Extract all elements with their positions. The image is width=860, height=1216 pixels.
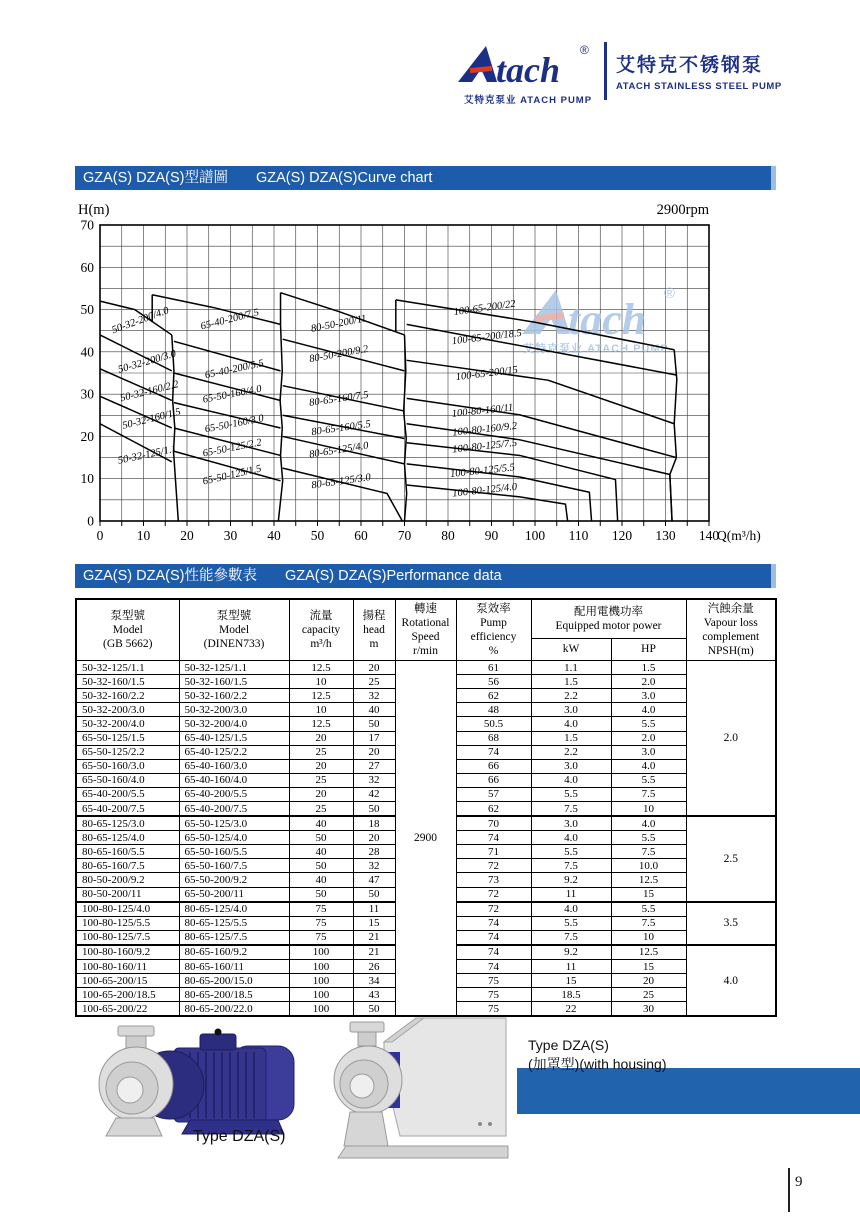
cell-model-din: 50-32-160/1.5 [179,675,289,689]
cell-model-gb: 65-50-160/4.0 [76,773,179,787]
svg-text:50: 50 [310,528,325,543]
cell-head: 42 [353,787,395,801]
cell-capacity: 40 [289,845,353,859]
cell-efficiency: 66 [456,773,531,787]
curve-label-50-32-160/1.5: 50-32-160/1.5 [121,406,182,432]
cell-efficiency: 72 [456,887,531,902]
family-boundary [172,335,179,521]
curve-label-65-50-160/4.0: 65-50-160/4.0 [201,383,263,406]
cell-head: 20 [353,661,395,675]
x-axis-title: Q(m³/h) [717,528,761,543]
curve-label-100-80-125/5.5: 100-80-125/5.5 [449,462,516,481]
col-header-efficiency: 泵效率 Pump efficiency % [456,599,531,661]
page-number-rule [788,1168,790,1212]
cell-capacity: 40 [289,816,353,831]
curve-100-80-160/11 [407,398,677,457]
cell-capacity: 25 [289,745,353,759]
cell-hp: 30 [611,1002,686,1017]
svg-text:艾特克泵业 ATACH PUMP: 艾特克泵业 ATACH PUMP [523,343,669,355]
cell-head: 18 [353,816,395,831]
cell-efficiency: 74 [456,745,531,759]
svg-text:70: 70 [397,528,412,543]
cell-head: 32 [353,689,395,703]
cell-efficiency: 74 [456,960,531,974]
cell-kw: 7.5 [531,859,611,873]
cell-efficiency: 56 [456,675,531,689]
cell-model-gb: 80-65-160/5.5 [76,845,179,859]
svg-text:20: 20 [80,428,94,444]
cell-capacity: 25 [289,802,353,817]
cell-hp: 2.0 [611,675,686,689]
motor-knob [215,1029,222,1036]
cell-capacity: 100 [289,1002,353,1017]
cell-npsh: 2.0 [686,661,776,817]
cell-kw: 11 [531,960,611,974]
cell-kw: 2.2 [531,745,611,759]
cell-kw: 7.5 [531,802,611,817]
cell-head: 32 [353,773,395,787]
cell-kw: 9.2 [531,873,611,887]
cell-model-gb: 100-65-200/22 [76,1002,179,1017]
cell-kw: 18.5 [531,988,611,1002]
cell-hp: 7.5 [611,916,686,930]
svg-text:100: 100 [524,528,546,543]
cell-head: 20 [353,745,395,759]
svg-text:70: 70 [80,217,94,233]
cell-efficiency: 68 [456,731,531,745]
svg-text:110: 110 [568,528,589,543]
watermark-logo [522,285,675,355]
cell-model-gb: 50-32-200/3.0 [76,703,179,717]
section1-title-cn: GZA(S) DZA(S)型譜圖 [83,170,228,186]
svg-text:®: ® [664,285,676,302]
cell-model-din: 65-50-160/5.5 [179,845,289,859]
cell-capacity: 20 [289,787,353,801]
curve-label-100-80-125/4.0: 100-80-125/4.0 [451,481,518,500]
cell-model-gb: 65-50-125/1.5 [76,731,179,745]
cell-model-din: 50-32-125/1.1 [179,661,289,675]
cell-hp: 5.5 [611,773,686,787]
left-pump-caption: Type DZA(S) [193,1128,286,1145]
cell-head: 34 [353,974,395,988]
cell-npsh: 2.5 [686,816,776,902]
cell-head: 50 [353,887,395,902]
svg-text:60: 60 [354,528,368,543]
cell-hp: 25 [611,988,686,1002]
logo-en-name: ATACH STAINLESS STEEL PUMP [616,81,782,92]
cell-model-din: 80-65-160/11 [179,960,289,974]
pump-support-bracket [106,1118,162,1136]
chart-grid [100,225,709,521]
curve-label-80-65-160/7.5: 80-65-160/7.5 [308,389,370,409]
col-header-head: 揚程 head m [353,599,395,661]
cell-capacity: 100 [289,974,353,988]
cell-hp: 4.0 [611,816,686,831]
pump-photo-bare [82,1018,317,1140]
svg-text:30: 30 [80,386,94,402]
cell-efficiency: 66 [456,759,531,773]
cell-hp: 3.0 [611,745,686,759]
cell-model-din: 50-32-200/3.0 [179,703,289,717]
cell-capacity: 100 [289,945,353,960]
cell-model-gb: 65-40-200/7.5 [76,802,179,817]
cell-kw: 1.1 [531,661,611,675]
cell-capacity: 20 [289,731,353,745]
logo-tagline: 艾特克泵业 ATACH PUMP [464,95,593,106]
cell-head: 40 [353,703,395,717]
rpm-label: 2900rpm [656,202,709,218]
cell-model-din: 65-40-200/7.5 [179,802,289,817]
cell-model-gb: 65-50-160/3.0 [76,759,179,773]
cell-efficiency: 48 [456,703,531,717]
company-logo [452,40,782,110]
cell-hp: 5.5 [611,831,686,845]
family-boundary [670,350,677,521]
svg-text:140: 140 [698,528,720,543]
right-pump-caption-line2: (加罩型)(with housing) [528,1056,667,1072]
cell-model-gb: 50-32-125/1.1 [76,661,179,675]
cell-capacity: 75 [289,930,353,945]
cell-model-din: 50-32-160/2.2 [179,689,289,703]
cell-efficiency: 57 [456,787,531,801]
cell-model-din: 65-40-125/2.2 [179,745,289,759]
cell-efficiency: 71 [456,845,531,859]
col-header-model-din: 泵型號 Model (DINEN733) [179,599,289,661]
cell-model-gb: 65-40-200/5.5 [76,787,179,801]
svg-text:tach: tach [568,295,647,344]
cell-capacity: 75 [289,902,353,917]
logo-cn-name: 艾特克不锈钢泵 [616,55,764,76]
y-axis-title: H(m) [78,202,110,218]
cell-model-din: 65-50-200/9.2 [179,873,289,887]
cell-model-gb: 100-80-160/9.2 [76,945,179,960]
cell-capacity: 12.5 [289,717,353,731]
cell-efficiency: 73 [456,873,531,887]
cell-capacity: 20 [289,759,353,773]
cell-model-gb: 80-50-200/9.2 [76,873,179,887]
cell-hp: 12.5 [611,873,686,887]
logo-brand-block [452,40,602,106]
cell-efficiency: 75 [456,974,531,988]
curve-label-65-40-200/5.5: 65-40-200/5.5 [203,358,265,382]
cell-efficiency: 74 [456,916,531,930]
cell-model-din: 65-40-160/4.0 [179,773,289,787]
cell-model-gb: 100-65-200/15 [76,974,179,988]
cell-kw: 3.0 [531,816,611,831]
cell-capacity: 75 [289,916,353,930]
cell-capacity: 50 [289,887,353,902]
cell-efficiency: 50.5 [456,717,531,731]
pump-curve-chart [0,198,860,553]
section2-title-en: GZA(S) DZA(S)Performance data [285,568,502,584]
cell-model-din: 65-40-200/5.5 [179,787,289,801]
cell-efficiency: 74 [456,831,531,845]
cell-capacity: 50 [289,859,353,873]
cell-model-gb: 100-80-125/5.5 [76,916,179,930]
curve-label-50-32-200/4.0: 50-32-200/4.0 [110,305,171,337]
cell-kw: 4.0 [531,773,611,787]
cell-head: 15 [353,916,395,930]
cell-head: 21 [353,930,395,945]
brand-mark [452,40,602,86]
cell-hp: 4.0 [611,759,686,773]
x-axis-tick-labels [97,528,761,543]
section-title-curve-chart [75,166,776,190]
svg-text:80: 80 [441,528,455,543]
cell-model-din: 65-50-200/11 [179,887,289,902]
pump-photo-housed [320,1006,530,1168]
cell-npsh: 3.5 [686,902,776,945]
cell-head: 43 [353,988,395,1002]
family-boundary [278,324,282,521]
cell-model-din: 80-65-125/4.0 [179,902,289,917]
cell-capacity: 100 [289,960,353,974]
cell-kw: 1.5 [531,731,611,745]
svg-text:120: 120 [611,528,633,543]
curve-100-65-200/15 [407,360,675,423]
col-header-speed: 轉速 Rotational Speed r/min [395,599,456,661]
cell-model-gb: 50-32-200/4.0 [76,717,179,731]
cell-head: 11 [353,902,395,917]
cell-hp: 12.5 [611,945,686,960]
cell-head: 32 [353,859,395,873]
svg-text:90: 90 [484,528,499,543]
cell-kw: 11 [531,887,611,902]
curve-label-100-65-200/18.5: 100-65-200/18.5 [451,327,523,348]
cell-model-din: 80-65-200/22.0 [179,1002,289,1017]
cell-hp: 1.5 [611,661,686,675]
section2-title-cn: GZA(S) DZA(S)性能參數表 [83,568,257,584]
cell-hp: 5.5 [611,717,686,731]
svg-text:10: 10 [136,528,151,543]
cell-efficiency: 62 [456,689,531,703]
cell-model-din: 65-50-125/4.0 [179,831,289,845]
discharge-flange [118,1026,154,1036]
cell-head: 50 [353,717,395,731]
curve-label-65-50-160/3.0: 65-50-160/3.0 [203,413,265,436]
curve-label-100-80-125/7.5: 100-80-125/7.5 [451,437,518,456]
cell-capacity: 10 [289,703,353,717]
curve-100-80-160/9.2 [407,424,672,521]
cell-kw: 9.2 [531,945,611,960]
cell-capacity: 12.5 [289,689,353,703]
cell-capacity: 10 [289,675,353,689]
curve-label-65-40-200/7.5: 65-40-200/7.5 [199,307,261,333]
cell-model-din: 65-40-125/1.5 [179,731,289,745]
cell-head: 26 [353,960,395,974]
cell-kw: 15 [531,974,611,988]
motor-terminal-box [200,1034,236,1050]
base-rail [338,1146,508,1158]
cell-kw: 4.0 [531,717,611,731]
cell-model-din: 80-65-125/5.5 [179,916,289,930]
cell-model-gb: 100-65-200/18.5 [76,988,179,1002]
discharge-flange [350,1022,384,1032]
cell-head: 21 [353,945,395,960]
cell-head: 50 [353,802,395,817]
curve-label-100-65-200/22: 100-65-200/22 [452,298,517,319]
cell-capacity: 12.5 [289,661,353,675]
cell-model-din: 50-32-200/4.0 [179,717,289,731]
cell-model-din: 65-40-160/3.0 [179,759,289,773]
svg-text:60: 60 [80,259,94,275]
curve-label-50-32-125/1.1: 50-32-125/1.1 [116,443,178,467]
cell-efficiency: 61 [456,661,531,675]
logo-registered-icon: ® [580,43,589,57]
col-header-capacity: 流量 capacity m³/h [289,599,353,661]
curve-label-80-65-125/4.0: 80-65-125/4.0 [308,440,370,461]
svg-text:30: 30 [223,528,238,543]
cell-model-gb: 100-80-125/7.5 [76,930,179,945]
curve-label-65-50-125/2.2: 65-50-125/2.2 [201,437,263,460]
cell-model-gb: 80-65-125/4.0 [76,831,179,845]
svg-text:40: 40 [80,344,94,360]
svg-text:40: 40 [267,528,281,543]
logo-brand-text: tach [496,50,561,86]
cell-head: 28 [353,845,395,859]
cell-model-din: 65-50-160/7.5 [179,859,289,873]
cell-model-din: 80-65-200/18.5 [179,988,289,1002]
curve-label-50-32-160/2.2: 50-32-160/2.2 [119,379,180,405]
cell-efficiency: 70 [456,816,531,831]
right-pump-caption-line1: Type DZA(S) [528,1037,609,1053]
cell-model-gb: 80-65-125/3.0 [76,816,179,831]
curve-label-80-65-125/3.0: 80-65-125/3.0 [310,472,372,492]
discharge-pipe [358,1032,376,1046]
curve-label-50-32-200/3.0: 50-32-200/3.0 [116,348,178,376]
cell-kw: 7.5 [531,930,611,945]
suction-bore [117,1077,143,1103]
cell-hp: 3.0 [611,689,686,703]
cell-capacity: 100 [289,988,353,1002]
right-pump-caption [528,1036,666,1074]
cell-model-din: 80-65-160/9.2 [179,945,289,960]
cell-rotational-speed: 2900 [395,661,456,1017]
svg-text:0: 0 [87,513,94,529]
cell-model-din: 80-65-125/7.5 [179,930,289,945]
cell-efficiency: 74 [456,945,531,960]
page-number: 9 [795,1174,803,1190]
curve-label-80-50-200/11: 80-50-200/11 [310,313,368,335]
curve-label-100-65-200/15: 100-65-200/15 [455,364,519,384]
svg-text:130: 130 [655,528,676,543]
decorative-blue-band [517,1068,860,1114]
cell-kw: 22 [531,1002,611,1017]
curve-label-80-50-200/9.2: 80-50-200/9.2 [308,343,370,366]
cell-kw: 5.5 [531,845,611,859]
cell-head: 50 [353,1002,395,1017]
cell-model-din: 65-50-125/3.0 [179,816,289,831]
col-header-npsh: 汽蝕余量 Vapour loss complement NPSH(m) [686,599,776,661]
logo-right-block [616,50,786,92]
cell-efficiency: 72 [456,902,531,917]
cell-head: 27 [353,759,395,773]
cell-hp: 15 [611,887,686,902]
curve-label-100-80-160/9.2: 100-80-160/9.2 [451,420,518,439]
col-header-kw: kW [531,638,611,660]
performance-table [75,598,777,1017]
suction-bore [350,1074,374,1098]
cell-kw: 3.0 [531,759,611,773]
cell-hp: 4.0 [611,703,686,717]
svg-text:0: 0 [96,528,104,543]
cell-hp: 10 [611,802,686,817]
housing-bolt [488,1122,492,1126]
cell-hp: 5.5 [611,902,686,917]
cell-kw: 4.0 [531,902,611,917]
cell-model-din: 80-65-200/15.0 [179,974,289,988]
cell-efficiency: 72 [456,859,531,873]
cell-hp: 15 [611,960,686,974]
cell-head: 20 [353,831,395,845]
cell-model-gb: 65-50-125/2.2 [76,745,179,759]
cell-capacity: 25 [289,773,353,787]
cell-model-gb: 80-50-200/11 [76,887,179,902]
cell-model-gb: 50-32-160/1.5 [76,675,179,689]
cell-efficiency: 74 [456,930,531,945]
curve-label-100-80-160/11: 100-80-160/11 [451,402,514,420]
cell-hp: 2.0 [611,731,686,745]
y-axis-tick-labels [81,218,95,529]
col-header-model-gb: 泵型號 Model (GB 5662) [76,599,179,661]
table-row [76,661,776,675]
cell-hp: 20 [611,974,686,988]
cell-head: 25 [353,675,395,689]
pump-support-bracket [344,1112,388,1146]
curve-label-65-50-125/1.5: 65-50-125/1.5 [201,463,263,488]
cell-kw: 4.0 [531,831,611,845]
cell-model-gb: 100-80-125/4.0 [76,902,179,917]
col-header-hp: HP [611,638,686,660]
cell-head: 47 [353,873,395,887]
svg-text:10: 10 [80,471,94,487]
cell-efficiency: 62 [456,802,531,817]
svg-text:20: 20 [180,528,194,543]
col-header-motor-power: 配用電機功率 Equipped motor power [531,599,686,638]
cell-hp: 10 [611,930,686,945]
cell-model-gb: 50-32-160/2.2 [76,689,179,703]
section-title-performance-data [75,564,776,588]
cell-kw: 2.2 [531,689,611,703]
cell-capacity: 40 [289,873,353,887]
cell-kw: 1.5 [531,675,611,689]
cell-hp: 7.5 [611,845,686,859]
cell-capacity: 50 [289,831,353,845]
cell-head: 17 [353,731,395,745]
family-boundary [404,335,407,521]
curve-label-80-65-160/5.5: 80-65-160/5.5 [310,418,372,439]
cell-kw: 3.0 [531,703,611,717]
svg-text:50: 50 [80,302,94,318]
cell-npsh: 4.0 [686,945,776,1016]
cell-hp: 10.0 [611,859,686,873]
logo-a-triangle [458,46,497,82]
cell-efficiency: 75 [456,1002,531,1017]
section1-title-en: GZA(S) DZA(S)Curve chart [256,170,433,186]
logo-divider [604,42,607,100]
cell-efficiency: 75 [456,988,531,1002]
cell-model-gb: 100-80-160/11 [76,960,179,974]
cell-model-gb: 80-65-160/7.5 [76,859,179,873]
cell-kw: 5.5 [531,916,611,930]
housing-bolt [478,1122,482,1126]
cell-kw: 5.5 [531,787,611,801]
cell-hp: 7.5 [611,787,686,801]
